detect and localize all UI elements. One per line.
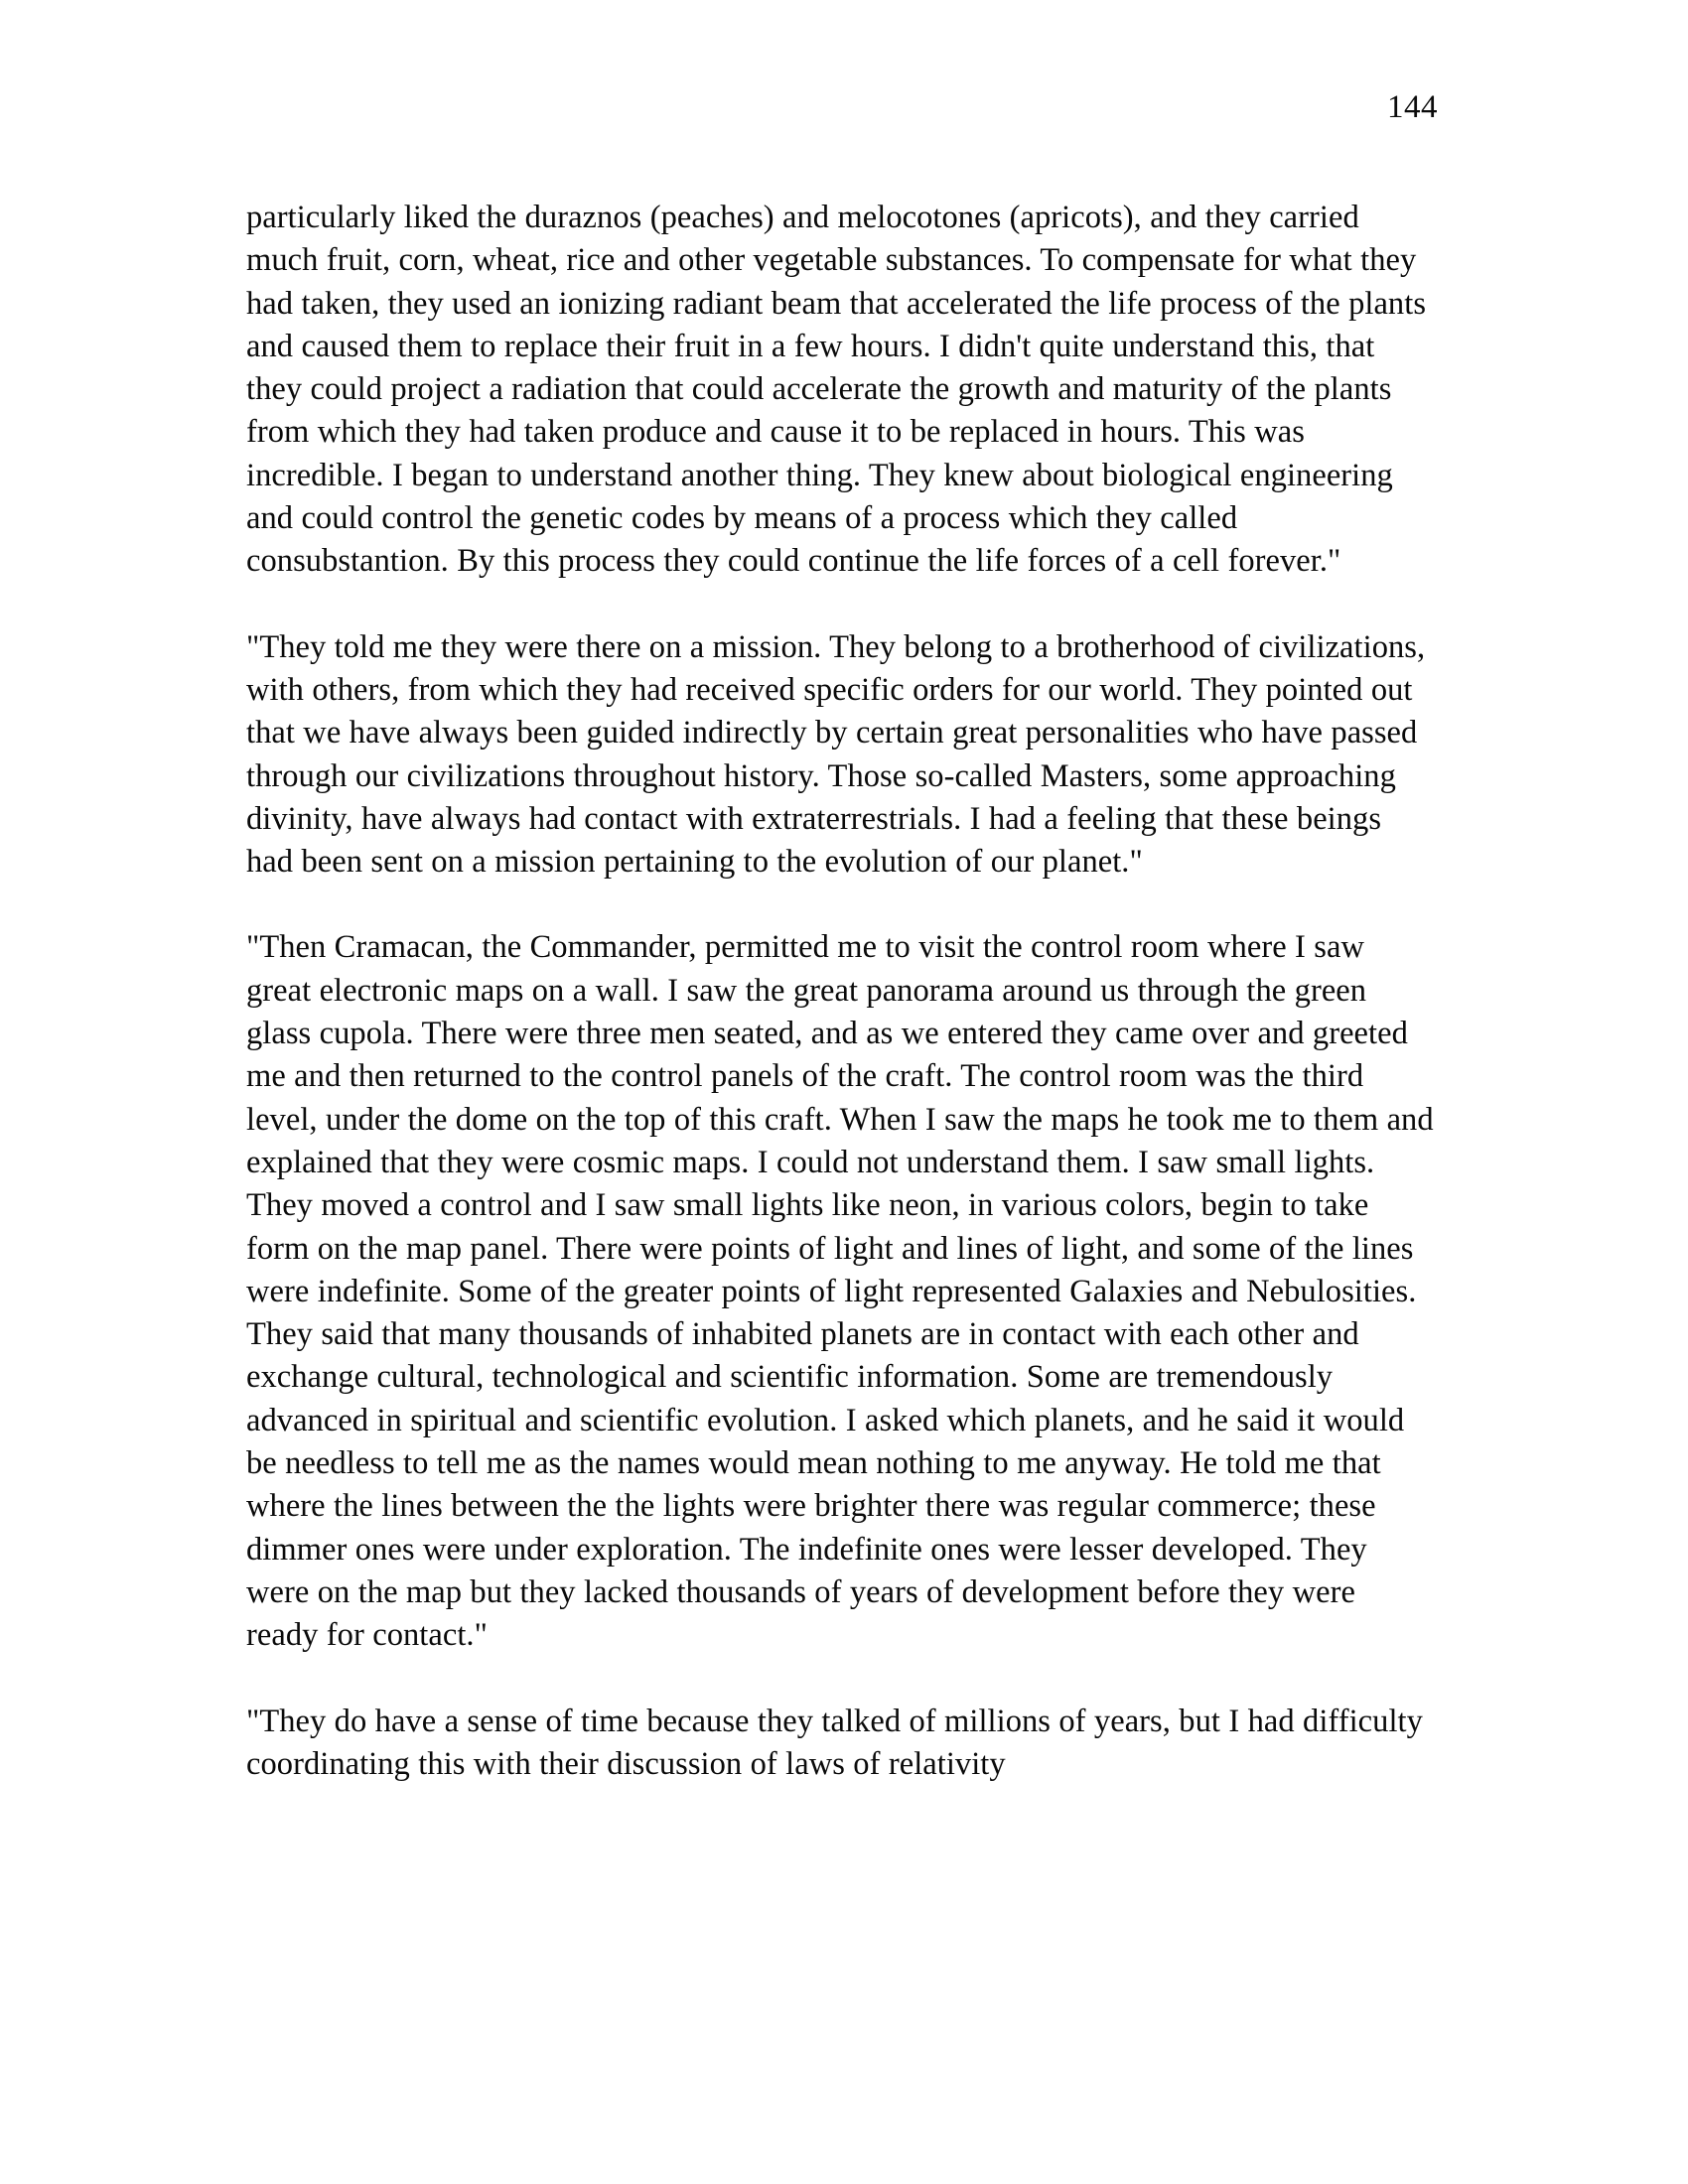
paragraph-4: "They do have a sense of time because they talked of millions of years, but I had difficulty coordinating this with their discussion of laws of relativity xyxy=(246,1703,1432,1782)
page-number: 144 xyxy=(1387,89,1438,125)
paragraph-1: particularly liked the duraznos (peaches) and melocotones (apricots), and they carried much fruit, corn, wheat, rice and other vegetable substances. To compensate for what they had taken, they used an ionizing radiant beam that accelerated the life process of the plants and caused them to replace their fruit in a few hours. I didn't quite understand this, that they could project a radiation that could accelerate the growth and maturity of the plants from which they had taken produce and cause it to be replaced in hours. This was incredible. I began to understand another thing. They knew about biological engineering and could control the genetic codes by means of a process which they called consubstantion. By this process they could continue the life forces of a cell forever." xyxy=(246,200,1435,580)
body-text-column xyxy=(246,197,1443,1786)
paragraph-2: "They told me they were there on a mission. They belong to a brotherhood of civilizations, with others, from which they had received specific orders for our world. They pointed out that we have always been guided indirectly by certain great personalities who have passed through our civilizations throughout history. Those so-called Masters, some approaching divinity, have always had contact with extraterrestrials. I had a feeling that these beings had been sent on a mission pertaining to the evolution of our planet." xyxy=(246,628,1434,881)
paragraph-3: "Then Cramacan, the Commander, permitted me to visit the control room where I saw great electronic maps on a wall. I saw the great panorama around us through the green glass cupola. There were three men seated, and as we entered they came over and greeted me and then returned to the control panels of the craft. The control room was the third level, under the dome on the top of this craft. When I saw the maps he took me to them and explained that they were cosmic maps. I could not understand them. I saw small lights. They moved a control and I saw small lights like neon, in various colors, begin to take form on the map panel. There were points of light and lines of light, and some of the lines were indefinite. Some of the greater points of light represented Galaxies and Nebulosities. They said that many thousands of inhabited planets are in contact with each other and exchange cultural, technological and scientific information. Some are tremendously advanced in spiritual and scientific evolution. I asked which planets, and he said it would be needless to tell me as the names would mean nothing to me anyway. He told me that where the lines between the the lights were brighter there was regular commerce; these dimmer ones were under exploration. The indefinite ones were lesser developed. They were on the map but they lacked thousands of years of development before they were ready for contact." xyxy=(246,929,1443,1654)
page-header xyxy=(246,91,1438,124)
